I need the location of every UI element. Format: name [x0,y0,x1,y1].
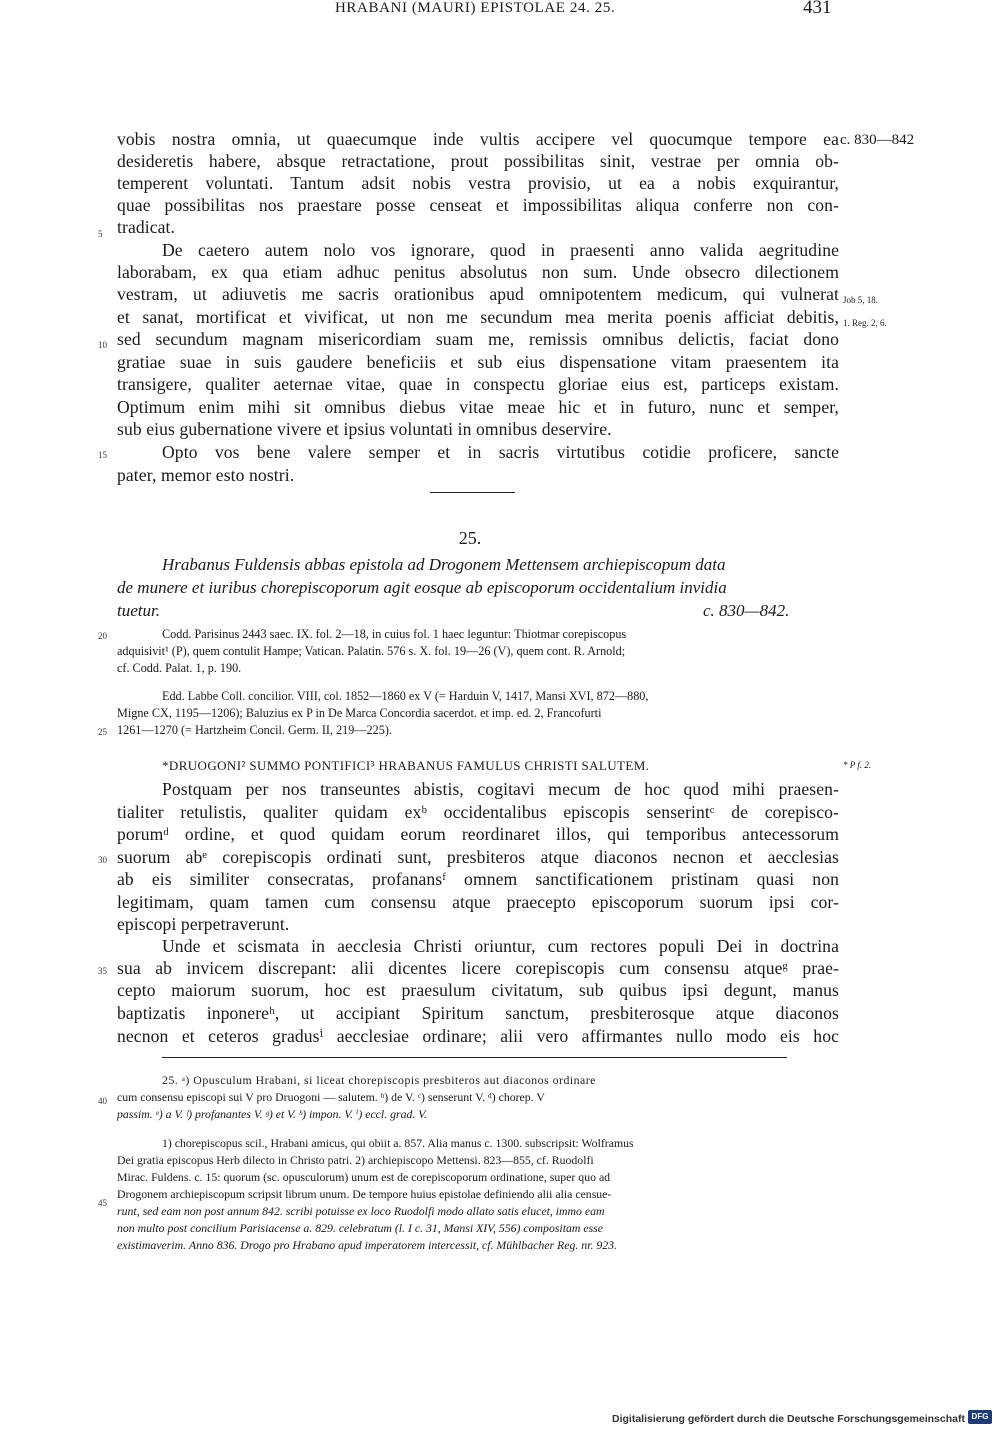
text-line: Postquam per nos transeuntes abistis, cogitavi mecum de hoc quod mihi praesen- [162,779,839,799]
letter-number: 25. [458,528,482,548]
text-line: episcopi perpetraverunt. [117,914,290,934]
text-line: pater, memor esto nostri. [117,465,295,485]
text-line: legitimam, quam tamen cum consensu atque praecepto episcoporum suorum ipsi cor- [117,892,839,912]
text-line: Opto vos bene valere semper et in sacris virtutibus cotidie proficere, sancte [162,442,839,462]
margin-date: c. 830—842 [840,132,915,148]
source-line: cf. Codd. Palat. 1, p. 190. [117,661,242,675]
text-line: tradicat. [117,217,176,237]
letter-date: c. 830—842. [703,601,790,620]
line-number: 5 [98,229,103,239]
line-number: 15 [98,450,107,460]
letter-summary: Hrabanus Fuldensis abbas epistola ad Drogonem Mettensem archiepiscopum data [162,555,726,574]
note-line: Dei gratia episcopus Herb dilecto in Christo patri. 2) archiepiscopo Mettensi. 823—855, cf. Ruodolfi [117,1153,594,1167]
text-line: temperent voluntati. Tantum adsit nobis vestra provisio, ut ea a nobis exquirantur, [117,173,839,193]
line-number: 35 [98,966,107,976]
note-line: Drogonem archiepiscopum scripsit librum unum. De tempore huius epistolae definiendo alii alia censue- [117,1187,612,1201]
variant-line: 25. ᵃ) Opusculum Hrabani, si liceat chorepiscopis presbiteros aut diaconos ordinare [162,1073,596,1087]
text-line: sub eius gubernatione vivere et ipsius voluntati in omnibus deservire. [117,419,612,439]
note-line: Mirac. Fuldens. c. 15: quorum (sc. opusculorum) unum est de corepiscoporum ordinatione, super quo ad [117,1170,611,1184]
note-line: non multo post concilium Parisiacense a. 829. celebratum (l. I c. 31, Mansi XIV, 556) compositam esse [117,1221,604,1235]
source-line: adquisivit¹ (P), quem contulit Hampe; Vatican. Palatin. 576 s. X. fol. 19—26 (V), quem cont. R. Arnold; [117,644,626,658]
text-line: quae possibilitas nos praestare posse censeat et impossibilitas aliqua conferre non con- [117,195,839,215]
margin-ref-pf2: * P f. 2. [843,760,872,770]
line-number: 45 [98,1198,107,1208]
note-line: runt, sed eam non post annum 842. scribi potuisse ex loco Ruodolfi modo allato satis elucet, immo eam [117,1204,605,1218]
text-line: De caetero autem nolo vos ignorare, quod in praesenti anno valida aegritudine [162,240,839,260]
text-line: porumᵈ ordine, et quod quidam eorum reordinaret illos, qui temporibus antecessorum [117,824,839,844]
text-line: tialiter retulistis, qualiter quidam exᵇ occidentalibus episcopis senserintᶜ de corepisco- [117,802,839,822]
line-number: 25 [98,727,107,737]
text-line: necnon et ceteros gradusⁱ aecclesiae ordinare; alii vero affirmantes nullo modo eis hoc [117,1026,839,1046]
line-number: 40 [98,1096,107,1106]
text-line: vobis nostra omnia, ut quaecumque inde vultis accipere vel quocumque tempore ea [117,129,839,149]
source-line: Migne CX, 1195—1206); Baluzius ex P in De Marca Concordia sacerdot. et imp. ed. 2, Francofurti [117,706,602,720]
margin-ref-job: Job 5, 18. [843,295,879,305]
text-line: vestram, ut adiuvetis me sacris orationibus apud omnipotentem medicum, qui vulnerat [117,284,839,304]
text-line: et sanat, mortificat et vivificat, ut non me secundum mea merita poenis afficiat debitis, [117,307,839,327]
text-line: laborabam, ex qua etiam adhuc penitus absolutus non sum. Unde obsecro dilectionem [117,262,839,282]
text-line: baptizatis inponereʰ, ut accipiant Spiritum sanctum, presbiterosque atque diaconos [117,1003,839,1023]
line-number: 20 [98,631,107,641]
variant-line: cum consensu episcopi sui V pro Druogoni — salutem. ᵇ) de V. ᶜ) senserunt V. ᵈ) chorep. V [117,1090,545,1104]
note-line: existimaverim. Anno 836. Drogo pro Hrabano apud imperatorem intercessit, cf. Mühlbacher Reg. nr. 923. [117,1238,618,1252]
text-line: suorum abᵉ corepiscopis ordinati sunt, presbiteros atque diaconos necnon et aecclesias [117,847,839,867]
footnote-divider [162,1057,787,1058]
line-number: 30 [98,855,107,865]
source-line: Edd. Labbe Coll. concilior. VIII, col. 1852—1860 ex V (= Harduin V, 1417, Mansi XVI, 872—880, [162,689,649,703]
dfg-logo: DFG [968,1410,992,1424]
text-line: desideretis habere, absque retractatione, prout possibilitas sinit, vestrae per omnia ob- [117,151,839,171]
note-line: 1) chorepiscopus scil., Hrabani amicus, qui obiit a. 857. Alia manus c. 1300. subscripsit: Wolframus [162,1136,634,1150]
text-line: cepto maiorum suorum, hoc est praesulum civitatum, sub quibus ipsi degunt, manus [117,980,839,1000]
margin-ref-reg: 1. Reg. 2, 6. [843,318,887,328]
page-number: 431 [803,0,832,18]
text-line: sed secundum magnam misericordiam suam me, remissis omnibus delictis, faciat dono [117,329,839,349]
variant-line: passim. ᵉ) a V. ᶠ) profanantes V. ᵍ) et V. ʰ) impon. V. ⁱ) eccl. grad. V. [117,1107,427,1121]
text-line: sua ab invicem discrepant: alii dicentes licere corepiscopis cum consensu atqueᵍ prae- [117,958,839,978]
text-line: Optimum enim mihi sit omnibus diebus vitae meae hic et in futuro, nunc et semper, [117,397,839,417]
digitization-credit: Digitalisierung gefördert durch die Deutsche Forschungsgemeinschaft [612,1413,965,1425]
source-line: 1261—1270 (= Hartzheim Concil. Germ. II, 219—225). [117,723,392,737]
line-number: 10 [98,340,107,350]
letter-summary: tuetur. [117,601,160,620]
source-line: Codd. Parisinus 2443 saec. IX. fol. 2—18, in cuius fol. 1 haec leguntur: Thiotmar corepiscopus [162,627,627,641]
letter-address: *DRUOGONI² SUMMO PONTIFICI³ HRABANUS FAMULUS CHRISTI SALUTEM. [162,758,650,773]
section-divider [430,492,515,493]
text-line: gratiae suae in suis gaudere beneficiis et sub eius dispensatione vitam praesentem ita [117,352,839,372]
text-line: ab eis similiter consecratas, profanansᶠ omnem sanctificationem pristinam quasi non [117,869,839,889]
text-line: transigere, qualiter aeternae vitae, quae in conspectu gloriae eius est, particeps existam. [117,374,839,394]
text-line: Unde et scismata in aecclesia Christi oriuntur, cum rectores populi Dei in doctrina [162,936,839,956]
running-head [0,0,1000,24]
running-title: HRABANI (MAURI) EPISTOLAE 24. 25. [335,0,616,16]
letter-summary: de munere et iuribus chorepiscoporum agit eosque ab episcoporum occidentalium invidia [117,578,727,597]
